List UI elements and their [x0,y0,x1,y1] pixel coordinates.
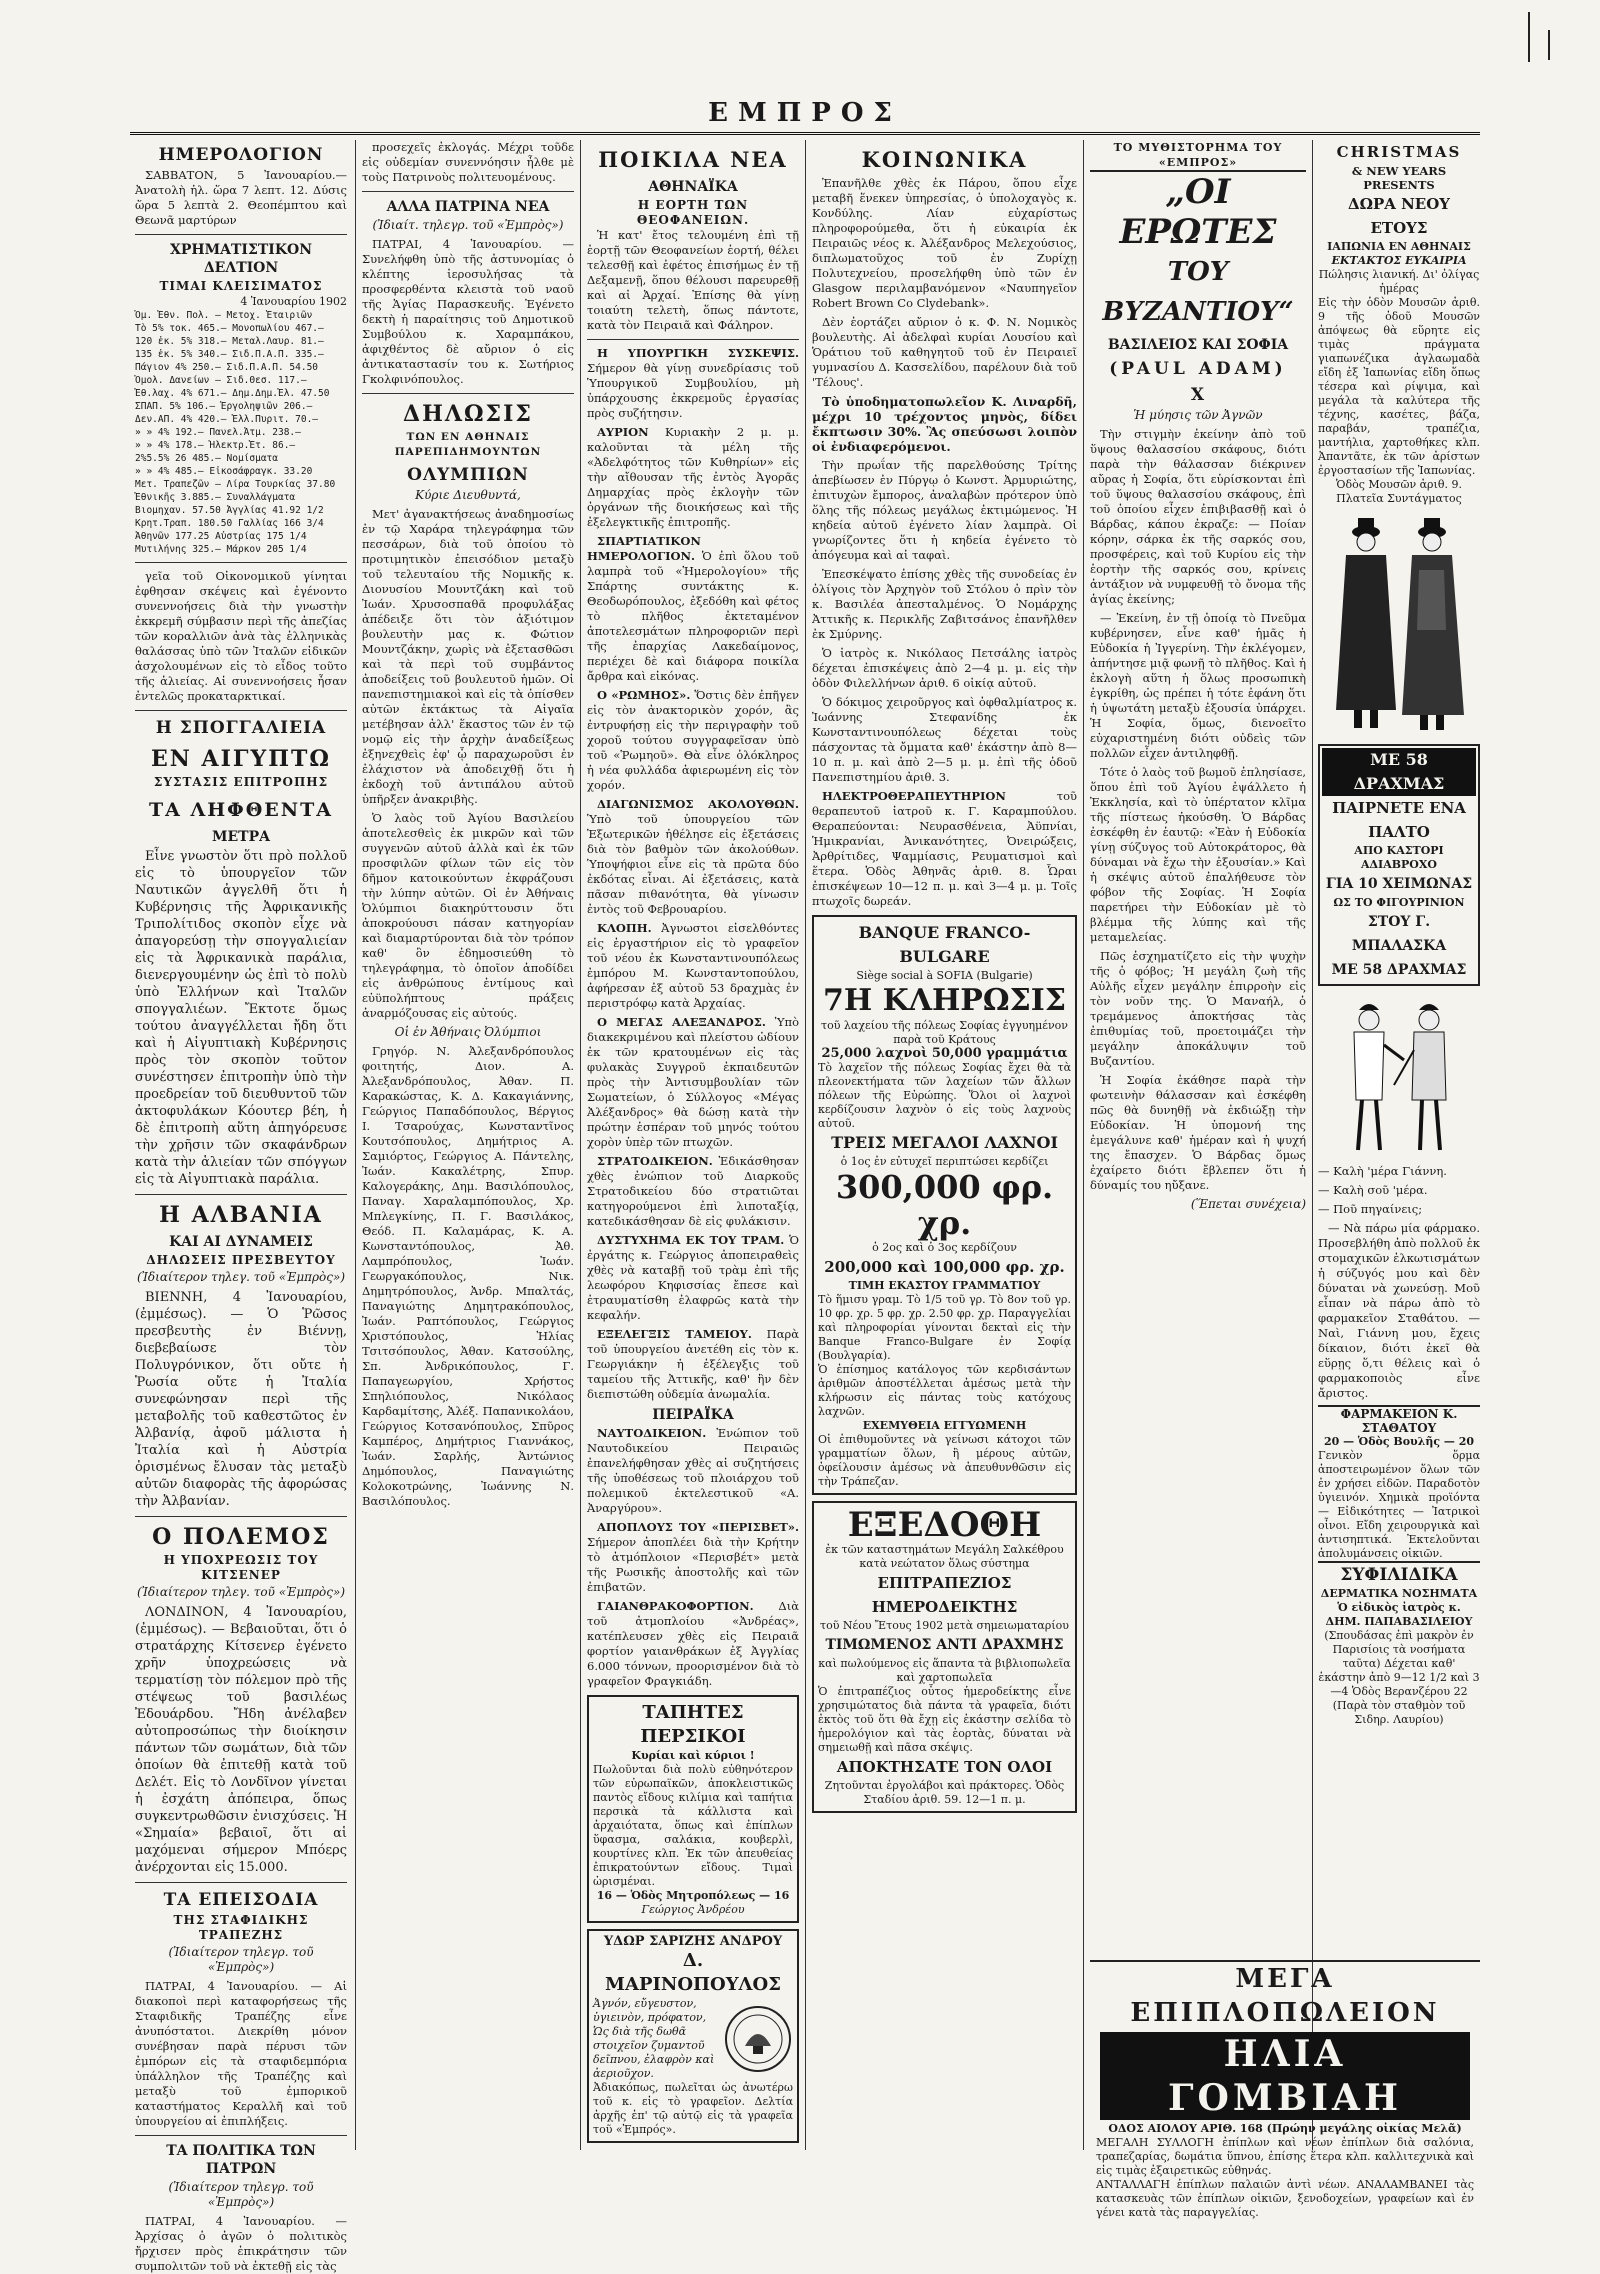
published-footer: Ζητοῦνται ἐργολάβοι καὶ πράκτορες. Ὁδὸς Σταδίου ἀριθ. 59. 12—1 π. μ. [824,1779,1065,1806]
published-subtitle: ἐκ τῶν καταστημάτων Μεγάλη Σαλκέθρου κατὰ νεώτατον ὅλως σύστημα [825,1543,1064,1570]
coat-ad [1318,744,1480,986]
lottery-discretion-heading: ΕΧΕΜΥΘΕΙΑ ΕΓΓΥΩΜΕΝΗ [862,1419,1027,1432]
news-item-head: Η ΥΠΟΥΡΓΙΚΗ ΣΥΣΚΕΨΙΣ. [597,346,799,360]
coat-line-4: ΓΙΑ 10 ΧΕΙΜΩΝΑΣ [1325,876,1473,892]
divider [135,1516,347,1517]
water-ad-owner: Δ. ΜΑΡΙΝΟΠΟΥΛΟΣ [605,1950,781,1995]
carpets-ad-owner: Γεώργιος Ἀνδρέου [641,1903,745,1916]
furniture-ad-address: ΟΔΟΣ ΑΙΟΛΟΥ ΑΡΙΘ. 168 (Πρώην μεγάλης οἰκίας Μελᾶ) [1108,2122,1462,2135]
social-text: Ὁ δόκιμος χειροῦργος καὶ ὀφθαλμίατρος κ. Ἰωάννης Στεφανίδης ἐκ Κωνσταντινουπόλεως δέχεται τοὺς πάσχοντας τὰ ὄμματα καθ' ἑκάστην ἀπὸ 8—10 π. μ. καὶ ἀπὸ 2—5 μ. μ. ἐπὶ τῆς ὁδοῦ Πανεπιστημίου ἀριθ. 3. [812,695,1077,784]
water-ad-note: Ἀδιακόπως, πωλεῖται ὡς ἀνωτέρω τοῦ κ. εἰς τὸ γραφεῖον. Δελτία ἀρχῆς ἐπ' τῷ αὐτῷ εἰς τὰ γραφεῖα τοῦ «Ἐμπρός». [593,2081,793,2136]
declaration-text-1: Μετ' ἀγανακτήσεως ἀναδημοσίως ἐν τῷ Χαράρα τηλεγράφημα τῶν πεσσάρων, διὰ τοῦ ὁποίου τὸ προτιμητικὸν ἐπεισόδιον μεταξὺ τοῦ τελευταίου τῆς Νομικῆς κ. Διονυσίου Μουντζάκη καὶ τοῦ Ἰωάν. Χρυσοσπαθᾶ προφυλάξας ἀπέδειξε ὅτι τὸν ἀξιότιμον βουλευτὴν μας κ. Φώτιον Μουντζάκην, χωρὶς νὰ ἐξετασθῶσι καὶ τὰ περὶ τοῦ συμβάντος ἀποδείξεις τοῦ βουλευτοῦ ἡμῶν. Οἱ πανεπιστημιακοὶ καὶ εἰς τὰ ὀπίσθεν αὐτῶν ἐκτάκτως τὰ Αἰγαῖα μετέβησαν ἀλλ' ἕκαστος τῶν ἐν τῷ νομῷ εἰς τὴν ἀρχὴν ἀναδείξεως ἐξηνεχθεὶς ἐφ' ᾧ παραχωροῦσι ἐν ἐλάχιστον νὰ ἀποδειχθῇ ὅτι ἡ ἐκδοχὴ τοῦ ἀντιπάλου αὐτοῦ ὑπῆρξεν ἀνακριβὴς. [362,507,574,806]
carpets-ad [587,1695,799,1923]
published-hurry: ΑΠΟΚΤΗΣΑΤΕ ΤΟΝ ΟΛΟΙ [836,1758,1053,1776]
divider [135,710,347,711]
news-item-text: Ὅστις δὲν ἐπῆγεν εἰς τὸν ἀνακτορικὸν χορόν, ἂς ἐντρυφήσῃ εἰς τὴν περιγραφὴν τοῦ χοροῦ τούτου συγγραφεῖσαν ὑπὸ τοῦ «Ῥωμηοῦ». Θὰ εἶνε ὁλόκληρος ἡ νέα φυλλάδα ἀφιερωμένη εἰς τὸν χορόν. [587,688,800,792]
news-item [587,1520,799,1595]
dialog-line: — Καλὴ 'μέρα Γιάννη. [1318,1164,1447,1178]
patras-politics-text: ΠΑΤΡΑΙ, 4 Ἰανουαρίου. — Ἀρχίσας ὁ ἀγῶν ὁ πολιτικὸς ἤρχισεν πρὸς ἐπικράτησιν τῶν συμπολιτῶν τοῦ νὰ ἐκτεθῇ εἰς τὰς [135,2214,347,2273]
coat-line-6: ΣΤΟΥ Γ. ΜΠΑΛΑΣΚΑ [1351,914,1447,954]
pharmacy-address: 20 — Ὁδὸς Βουλῆς — 20 [1323,1435,1475,1448]
dialog-line: — Ποῦ πηγαίνεις; [1318,1202,1423,1216]
serial-continued: (Ἕπεται συνέχεια) [1190,1197,1306,1211]
lottery-second-prize-label: ὁ 2ος καὶ ὁ 3ος κερδίζουν [872,1241,1017,1254]
top-rule [130,132,1480,135]
patras-news-heading: ΑΛΛΑ ΠΑΤΡΙΝΑ ΝΕΑ [386,199,550,215]
sponges-subheading: ΣΥΣΤΑΣΙΣ ΕΠΙΤΡΟΠΗΣ [153,775,329,789]
news-item-head: ΚΛΟΠΗ. [597,921,652,935]
margin-mark [1528,12,1530,62]
news-item [587,534,799,684]
water-ad-text: Ἀγνόν, εὔγευστον, ὑγιεινὸν, πρόφατον, Ὡς διὰ τῆς δωθᾶ στοιχεῖον ζυμαντοῦ δεῖπνου, ἐλαφρὸν καὶ ἀεριοῦχον. [593,1997,715,2080]
news-item-text: Ἡ κατ' ἔτος τελουμένη ἐπὶ τῇ ἑορτῇ τῶν Θεοφανείων ἑορτή, θέλει τελεσθῇ καὶ ἐφέτος ἐπισήμως ἐν τῇ Δεξαμενῇ, ὅπου θέλουσι παρευρεθῇ καὶ αἱ Ἀρχαί. Ἐπίσης θὰ γίνῃ τοιαύτη τελετὴ, ὅπως πάντοτε, κατὰ τὸν Πειραιᾶ καὶ Φάληρον. [587,228,799,332]
episodes-text: ΠΑΤΡΑΙ, 4 Ἰανουαρίου. — Αἱ διακοποὶ περὶ καταφορήσεως τῆς Σταφιδικῆς Τραπέζης εἶνε ἀνυπόστατοι. Διεκρίθη μόνον συνέβησαν παρὰ πέρυσι τῶν ἐμπόρων εἰς τὰ σταφιδεμπόρια ὑπάλληλον τῆς Τραπέζης καὶ μεταξὺ τοῦ ἐμπορικοῦ καταστήματος Κεραλλῆ καὶ τοῦ ὑπουργείου αἱ ἐπιπλήξεις. [135,1979,347,2128]
news-item-head: ΓΑΙΑΝΘΡΑΚΟΦΟΡΤΙΟΝ. [597,1599,754,1613]
patras-news-text: ΠΑΤΡΑΙ, 4 Ἰανουαρίου. — Συνελήφθη ὑπὸ τῆς ἀστυνομίας ὁ κλέπτης ἱεροσυλήσας τὰ προσφερθέντα κλειστὰ τοῦ ναοῦ τῆς Ἁγίας Παρασκευῆς. Ἐγένετο δεκτὴ ἡ παραίτησις τοῦ Δημοτικοῦ Συμβούλου κ. Χαραμπάκου, ἀφιχθέντος δὲ αὔριον ὁ εἰς ἀντικαταστασίν του κ. Σωτήριος Γκολφινόπουλος. [362,237,574,386]
christmas-ad [1318,140,1480,506]
stock-row: Ὁμολ. Δανείων — Σιδ.Θεσ. 117.— [135,375,307,386]
divider [135,234,347,235]
misc-news-heading: ΠΟΙΚΙΛΑ ΝΕΑ [598,147,788,172]
stock-row: » » 4% 178.— Ἠλεκτρ.Ἑτ. 86.— [135,440,296,451]
stock-row: Πάγιον 4% 250.— Σιδ.Π.Α.Π. 54.50 [135,362,319,373]
column-2 [362,140,574,2150]
news-item-head: Ο ΜΕΓΑΣ ΑΛΕΞΑΝΔΡΟΣ. [597,1015,766,1029]
electrotherapy-text: τοῦ θεραπευτοῦ ἰατροῦ κ. Γ. Καραμπούλου. Θεραπεύονται: Νευρασθένεια, Ἀϋπνίαι, Ἡμικρανίαι, Ἀνικανότητες, Ὀνειρώξεις, Ἀρθρίτιδες, Ψαμμίασις, Ρευματισμοὶ καὶ ἕτερα. Ὁδὸς Ἀθηνᾶς ἀριθ. 8. Ὧραι ἐπισκέψεων 10—12 π. μ. καὶ 3—4 μ. μ. Τοῖς πτωχοῖς δωρεάν. [812,789,1077,908]
news-item [587,688,799,793]
masthead [130,96,1480,130]
lottery-price-text: Τὸ ἥμισυ γραμ. Τὸ 1/5 τοῦ γρ. Τὸ 8ον τοῦ γρ. 10 φρ. χρ. 5 φρ. χρ. 2.50 φρ. χρ. Παραγγελίαι καὶ πληροφορίαι γίνονται δεκταὶ εἰς τὴν Banque Franco-Bulgare ἐν Σοφίᾳ (Βουλγαρία). [818,1293,1071,1362]
xmas-heading: CHRISTMAS [1336,143,1462,161]
column-4 [812,140,1077,2150]
stock-row: Ἀθηνῶν 177.25 Αὐστρίας 175 1/4 [135,531,307,542]
lottery-price-heading: ΤΙΜΗ ΕΚΑΣΤΟΥ ΓΡΑΜΜΑΤΙΟΥ [848,1279,1041,1292]
war-source: (Ἰδιαίτερον τηλεγ. τοῦ «Ἐμπρὸς») [136,1585,346,1599]
syphilis-heading: ΣΥΦΙΛΙΔΙΚΑ [1340,1565,1458,1585]
lottery-note: Ὁ ἐπίσημος κατάλογος τῶν κερδισάντων ἀριθμῶν ἀποστέλλεται ἀμέσως μετὰ τὴν κλήρωσιν εἰς πάντας τοὺς κατόχους λαχνῶν. [818,1363,1071,1418]
pharmacy-text: Γενικὸν ὅρμα ἀποστειρωμένον ὅλων τῶν ἐν χρήσει εἰδῶν. Παραδοτὸν ὑγιεινόν. Χημικὰ προϊόντα — Εἰδικότητες — Ἰατρικοὶ οἶνοι. Εἴδη χειρουργικὰ καὶ ἀντισηπτικά. Ἐκτελοῦνται ἀπολυμάνσεις οἰκιῶν. [1318,1449,1480,1560]
carpets-ad-text: Πωλοῦνται διὰ πολὺ εὐθηνότερον τῶν εὐρωπαϊκῶν, ἀποκλειστικῶς παντὸς εἴδους κιλίμια καὶ ταπήτια περσικὰ τὰ κάλλιστα καὶ ἀρχαιότατα, ὅπως καὶ ἐπίπλων ὕφασμα, σαλάκια, κουβερλὶ, κουρτίνες κλπ. Ἐκ τῶν ἀπευθείας ἐπικρατούντων εἴδους. Τιμαὶ ὡρισμέναι. [593,1763,793,1888]
news-item-head: ΔΥΣΤΥΧΗΜΑ ΕΚ ΤΟΥ ΤΡΑΜ. [597,1233,785,1247]
social-heading: ΚΟΙΝΩΝΙΚΑ [861,147,1028,172]
coat-line-7: ΜΕ 58 ΔΡΑΧΜΑΣ [1331,962,1467,978]
patras-politics-heading: ΤΑ ΠΟΛΙΤΙΚΑ ΤΩΝ ΠΑΤΡΩΝ [166,2143,316,2177]
patras-news-source: (Ἰδιαίτ. τηλεγρ. τοῦ «Ἐμπρὸς») [372,218,564,232]
declaration-heading: ΔΗΛΩΣΙΣ [403,401,533,427]
column-5 [1090,140,1306,1955]
declaration-subheading-2: ΟΛΥΜΠΙΩΝ [407,465,529,485]
stock-row: Βιομηχαν. 57.50 Ἀγγλίας 41.92 1/2 [135,505,324,516]
column-rule [580,140,581,2150]
news-item [587,1233,799,1323]
serial-text: Τὴν στιγμὴν ἐκείνην ἀπὸ τοῦ ὕψους θαλασσίου σκάφους, διότι παρὰ τὴν θάλασσαν διέκρινεν αὔρας ἡ Σοφία, ὅτι εὑρίσκονται ἐπὶ τοῦ ὕψους θαλασσίου σκάφους, ἐπὶ τοῦ ὁποίου εἶχεν ἐπιβιβασθῇ καὶ ὁ Βάρδας, κάπου ἐκραζε: — Ποίαν κόρην, σάρκα ἐκ τῆς σαρκός σου, προσφέρεις, καὶ τοῦ Κυρίου εἰς τὴν ἑορτὴν τῆς σαρκός σου, κρίνεις ἀντάξιον νὰ νυμφευθῇ τὸ ὄνομα τῆς ἁγίας ἐκείνης; [1090,427,1306,606]
news-item [587,1426,799,1516]
sponges-text: Εἶνε γνωστὸν ὅτι πρὸ πολλοῦ εἰς τὸ ὑπουργεῖον τῶν Ναυτικῶν ἀγγελθῆ ὅτι ἡ Κυβέρνησις τῆς Ἀφρικανικῆς Τριπολίτιδος σκοπὸν εἶχε νὰ ἀπαγορεύσῃ τὴν σπογγαλιείαν εἰς τὰ Ἀφρικανικὰ παράλια, διενεργουμένην ὡς ἐπὶ τὸ πολὺ ὑπὸ Ἑλλήνων καὶ Ἰταλῶν σπογγαλιέων. Ἔκτοτε ὅμως τούτου ἀναγγέλλεται ἤδη ὅτι καὶ ἡ Αἰγυπτιακὴ Κυβέρνησις πρὸς τὸν σκοπὸν τοῦτον συνέστησεν ἐπιτροπὴν ὑπὸ τὴν προεδρείαν τοῦ διευθυντοῦ τῶν ἀκτοφυλάκων Κόουτερ βέη, ἡ δὲ ἐπιτροπὴ αὕτη ἀπηγόρευσε τὴν χρῆσιν τῶν σκαφάνδρων κατὰ τὴν ἁλιείαν τῶν σπόγγων εἰς τὰ Αἰγυπτιακὰ παράλια. [135,849,347,1187]
stock-table [135,309,347,556]
dialog-text: — Νὰ πάρω μία φάρμακο. Προσεβλήθη ἀπὸ πολλοῦ ἐκ στομαχικῶν ἐλκωτισμάτων ἡ σύζυγός μου καὶ δὲν δύναται νὰ χωνεύσῃ. Μοῦ εἶπαν νὰ πάρω ἀπὸ τὸ φαρμακεῖον Σταθάτου. — Ναὶ, Γιάννη μου, ἔχεις δίκαιον, διότι ἐκεῖ θὰ εὕρῃς ὅ,τι θέλεις καὶ ὁ φαρμακοποιὸς εἶνε ἄριστος. [1318,1221,1480,1400]
xmas-opportunity: ΕΚΤΑΚΤΟΣ ΕΥΚΑΙΡΙΑ [1331,254,1467,267]
published-year: τοῦ Νέου Ἔτους 1902 μετὰ σημειωματαρίου [820,1619,1069,1632]
albania-subheading: ΔΗΛΩΣΕΙΣ ΠΡΕΣΒΕΥΤΟΥ [146,1253,336,1267]
divider [135,1194,347,1195]
serial-text: Ἡ Σοφία ἐκάθησε παρὰ τὴν φωτεινὴν θάλασσαν καὶ ἐσκέφθη πῶς θὰ δυνηθῇ νὰ ἐκδιώξῃ τὴν Εὐδοκίαν. Ἡ ὑπομονή της ἐμεγάλυνε καθ' ἡμέραν καὶ ἡ ψυχή της ἔπασχεν. Ὁ Βάρδας ὅμως ἐχαίρετο διότι ἔβλεπεν ὅτι ἡ δύναμίς του ηὔξανε. [1090,1073,1306,1192]
piraeus-heading: ΠΕΙΡΑΪΚΑ [652,1407,734,1423]
divider [135,2135,347,2136]
stock-row: Ἐθνικῆς 3.885.— Συναλλάγματα [135,492,296,503]
calendar-heading: ΗΜΕΡΟΛΟΓΙΟΝ [158,145,324,165]
albania-heading-2: ΚΑΙ ΑΙ ΔΥΝΑΜΕΙΣ [169,1234,313,1250]
patras-politics-source: (Ἰδιαίτερον τηλεγρ. τοῦ «Ἐμπρὸς») [168,2180,314,2209]
water-ad-body [593,1997,793,2081]
xmas-address: Ὁδὸς Μουσῶν ἀριθ. 9. Πλατεῖα Συντάγματος [1336,478,1462,505]
news-item [587,1327,799,1402]
xmas-text: Εἰς τὴν ὁδὸν Μουσῶν ἀριθ. 9 τῆς ὁδοῦ Μουσῶν ἀπόψεως θὰ εὕρητε εἰς τιμὰς πράγματα γιαπωνέζικα ἀγλαωμαδὰ εἴδη ἐξ Ἰαπωνίας εἴδη ὅπως τέσερα καὶ ρίψιμα, καὶ μεγάλα τὰ καλύτερα τῆς τέχνης, κασέτες, βάζα, παραβάν, τραπέζια, μαντήλια, χαρτοθήκες κλπ. Ἀπαντᾶτε, ἐκ τῶν ἀρίστων ἐργοστασίων τῆς Ἰαπωνίας. [1318,296,1480,477]
lottery-ad [812,915,1077,1495]
carpets-ad-subtitle: Κυρίαι καὶ κύριοι ! [631,1749,755,1762]
declaration-address: Κύριε Διευθυντά, [415,488,521,502]
news-item-head: ΣΠΑΡΤΙΑΤΙΚΟΝ ΗΜΕΡΟΛΟΓΙΟΝ. [587,534,701,563]
news-item [587,1154,799,1229]
published-text: Ὁ ἐπιτραπέζιος οὗτος ἡμεροδείκτης εἶνε χρησιμώτατος διὰ πάντα τὰ γραφεῖα, διότι ἐκτὸς τοῦ ὅτι θὰ ἔχῃ εἰς ἑκάστην σελίδα τὸ ἡμερολόγιον καὶ τὰς ἑορτὰς, δύναται νὰ σημειωθῇ καὶ πᾶσα σκέψις. [818,1685,1071,1754]
news-item-head: ΔΙΑΓΩΝΙΣΜΟΣ ΑΚΟΛΟΥΘΩΝ. [597,797,799,811]
sponges-heading: Η ΣΠΟΓΓΑΛΙΕΙΑ [155,718,327,738]
dialog-line: — Καλὴ σοῦ 'μέρα. [1318,1183,1428,1197]
news-item-head: ΕΞΕΛΕΓΞΙΣ ΤΑΜΕΙΟΥ. [597,1327,752,1341]
serial-chapter: X [1190,385,1206,405]
news-item [587,797,799,917]
coat-line-3: ΑΠΟ ΚΑΣΤΟΡΙ ΑΔΙΑΒΡΟΧΟ [1354,844,1444,871]
stock-row: 2%5.5% 26 485.— Νομίσματα [135,453,278,464]
divider [135,1882,347,1883]
furniture-ad-text-2: ΑΝΤΑΛΛΑΓΗ ἐπίπλων παλαιῶν ἀντὶ νέων. ΑΝΑΛΑΜΒΑΝΕΙ τὰς κατασκευὰς τῶν ἐπίπλων οἰκιῶν, ξενοδοχείων, γραφείων καὶ ἐν γένει κατὰ τὰς παραγγελίας. [1096,2178,1474,2219]
serial-title-2: ΤΟΥ ΒΥΖΑΝΤΙΟΥ“ [1102,257,1294,327]
serial-text: Πῶς ἐσχηματίζετο εἰς τὴν ψυχὴν τῆς ὁ φόβος; Ἡ μεγάλη ζωὴ τῆς Αὐλῆς εἶχεν μεγάλην ἐπιρροὴν εἰς τὸν νοῦν της. Ὁ Μαναήλ, ὁ τρεμάμενος ἀποκτήσας τὰς ἐπιθυμίας τοῦ, προετοιμάζει τὴν μεγάλην ἀποκάλυψιν τοῦ Βυζαντίου. [1090,949,1306,1068]
masthead-title: ΕΜΠΡΟΣ [708,98,902,128]
serial-subhead: Ἡ μύησις τῶν Ἀγνῶν [1133,408,1263,422]
episodes-heading: ΤΑ ΕΠΕΙΣΟΔΙΑ [163,1890,319,1910]
calendar-text: ΣΑΒΒΑΤΟΝ, 5 Ἰανουαρίου.— Ἀνατολὴ ἡλ. ὥρα 7 λεπτ. 12. Δύσις ὥρα 5 λεπτὰ 2. Θεοπέμπτου καὶ Θεωνᾶ μαρτύρων [135,168,347,227]
xmas-japan: ΙΑΠΩΝΙΑ ΕΝ ΑΘΗΝΑΙΣ [1327,240,1471,253]
coat-line-5: ΩΣ ΤΟ ΦΙΓΟΥΡΙΝΙΟΝ [1333,896,1465,909]
stock-row: » » 4% 485.— Εἰκοσάφραγκ. 33.20 [135,466,313,477]
column-1 [135,140,347,2273]
stock-row: Μετ. Τραπεζῶν — Λίρα Τουρκίας 37.80 [135,479,336,490]
lottery-second-prize: 200,000 καὶ 100,000 φρ. χρ. [824,1258,1065,1276]
news-item-text: Διὰ τοῦ ἀτμοπλοίου «Ἀνδρέας», κατέπλευσεν χθὲς εἰς Πειραιᾶ φορτίον γαιανθράκων ἐξ Ἀγγλίας 6.000 τόννων, προορισμένον διὰ τὸ γραφεῖον Φραγκιάδη. [587,1599,799,1688]
syphilis-ad [1318,1563,1480,1727]
news-item [587,1015,799,1150]
sponges-heading-2: ΕΝ ΑΙΓΥΠΤΩ [151,746,331,772]
news-item-head: ΑΠΟΠΛΟΥΣ ΤΟΥ «ΠΕΡΙΣΒΕΤ». [597,1520,799,1534]
news-item [587,346,799,421]
news-item-text: Ὑπὸ τοῦ ὑπουργείου τῶν Ἐξωτερικῶν ἠθέλησε εἰς ἐξετάσεις διὰ τὸν βαθμὸν τῶν ἀκολούθων. Ὑποψήφιοι εἶνε εἰς τὰ πρῶτα δύο ἐκδότας εἶναι. Αἱ ἐξετάσεις, κατὰ πᾶσαν πιθανότητα, θὰ γίνωσιν ἐντὸς τοῦ Φεβρουαρίου. [587,812,799,916]
stock-note: γεῖα τοῦ Οἰκονομικοῦ γίνηται ἐφθησαν σκέψεις καὶ ἐγένοντο συνεννοήσεις διὰ τὴν γνωστὴν ἐκκρεμῆ σύμβασιν περὶ τῆς ἀπεζίας τῶν κοραλλιῶν ἀνὰ τὰς ἑλληνικὰς θαλάσσας ὑπὸ τῶν Ἰταλῶν εἰδικῶν ἀσχολουμένων εἰς τὸ εἶδος τοῦτο τῆς ἁλιείας. Αἱ συνεννοήσεις ἦσαν ἐντελῶς προκαταρκτικαί. [135,569,347,703]
stock-heading: ΧΡΗΜΑΤΙΣΤΙΚΟΝ ΔΕΛΤΙΟΝ [170,242,312,276]
news-item-text: Παρὰ τοῦ ὑπουργείου ἀνετέθη εἰς τὸν κ. Γεωργιάκην ἡ ἐξέλεγξις τοῦ ταμείου τῆς Ἀττικῆς, καθ' ἣν δὲν διεπιστώθη οὐδεμία ἀνωμαλία. [587,1327,799,1401]
stock-subheading: ΤΙΜΑΙ ΚΛΕΙΣΙΜΑΤΟΣ [159,279,323,293]
episodes-source: (Ἰδιαίτερον τηλεγρ. τοῦ «Ἐμπρὸς») [168,1945,314,1974]
xmas-retail: Πώλησις λιανική. Δι' ὀλίγας ἡμέρας [1318,268,1480,295]
published-title: ΕΠΙΤΡΑΠΕΖΙΟΣ ΗΜΕΡΟΔΕΙΚΤΗΣ [871,1574,1018,1616]
stock-row: Μυτιλήνης 325.— Μάρκον 205 1/4 [135,544,307,555]
news-item-text: Κυριακὴν 2 μ. μ. καλοῦνται τὰ μέλη τῆς «Ἀδελφότητος τῶν Κυθηρίων» εἰς τὴν αἴθουσαν τῆς ἐντὸς Ἀγορᾶς Δημαρχίας πρὸς ἐκλογὴν τῶν ὀργάνων τῆς διοικήσεως καὶ τῆς ἐξελεγκτικῆς ἐπιτροπῆς. [587,425,800,529]
bank-name: BANQUE FRANCO-BULGARE [858,923,1031,966]
divider [587,339,799,340]
news-item-head: Ο «ΡΩΜΗΟΣ». [597,688,691,702]
shoe-store-notice: Τὸ ὑποδηματοπωλεῖον Κ. Λιναρδῆ, μέχρι 10 τρέχοντος μηνὸς, δίδει ἔκπτωσιν 30%. Ἂς σπεύσωσι λοιπὸν οἱ ἐνδιαφερόμενοι. [812,394,1077,454]
furniture-ad [1090,1960,1480,2219]
stock-row: Τὸ 5% τοκ. 465.— Μονοπωλίου 467.— [135,323,324,334]
social-text: Ἐπεσκέψατο ἐπίσης χθὲς τῆς συνοδείας ἐν ὀλίγοις τὸν Ἀρχηγὸν τοῦ Στόλου ὁ πρὶν τὸν κ. Βασιλέα ἀπεσταλμένος. Ὁ Νομάρχης Ἀττικῆς κ. Περικλῆς Ζαβιτσάνος ἐπανῆλθεν ἐκ Σμύρνης. [812,567,1077,641]
column-rule [355,140,356,2150]
serial-title-1: „ΟΙ ΕΡΩΤΕΣ [1119,172,1277,252]
stock-row: ΣΠΑΠ. 5% 106.— Ἐργοληψιῶν 206.— [135,401,313,412]
albania-heading: Η ΑΛΒΑΝΙΑ [159,1202,323,1228]
column-3 [587,140,799,2150]
pharmacy-ad [1318,1405,1480,1563]
column-rule [1312,140,1313,2150]
lottery-subtitle: τοῦ λαχείου τῆς πόλεως Σοφίας ἐγγυημένον παρὰ τοῦ Κράτους [821,1019,1068,1046]
stock-date: 4 Ἰανουαρίου 1902 [240,295,347,308]
news-item [587,1599,799,1689]
stock-row: 120 ἐκ. 5% 318.— Μεταλ.Λαυρ. 81.— [135,336,324,347]
war-text: ΛΟΝΔΙΝΟΝ, 4 Ἰανουαρίου, (ἐμμέσως). — Βεβαιοῦται, ὅτι ὁ στρατάρχης Κίτσενερ ἐγένετο χρῆν ὑποχρεώσεις νὰ τερματίσῃ τὸν πόλεμον πρὸ τῆς στέψεως τοῦ βασιλέως Ἐδουάρδου. Ἤδη ἀνέλαβεν αὐτοπροσώπως τὴν διοίκησιν πάντων τῶν σωμάτων, διὰ τῶν ὁποίων θὰ ἐπιτεθῇ κατὰ τοῦ Δελέτ. Εἰς τὸ Λονδῖνον γίνεται ἡ ἐσχάτη ἀπόπειρα, ὅπως συγκεντρωθῶσιν ἐνισχύσεις. Ἡ «Σημαία» βεβαιοῖ, ὅτι αἱ μαχόμεναι σήμερον Μπόερς ἀνέρχονται εἰς 15.000. [135,1605,347,1875]
news-item-text: Ὁ ἐπὶ ὅλου τοῦ λαμπρὰ τοῦ «Ἡμερολογίου» τῆς Σπάρτης συντάκτης κ. Θεοδωρόπουλος, ἐξεδόθη καὶ φέτος τὸ πλῆθος ἐκτεταμένον ἀποτελεσμάτων πληροφοριῶν περὶ τῆς ἐπαρχίας Λακεδαίμονος, περιέχει δὲ καὶ διάφορα ποικίλα ἄρθρα καὶ εἰκόνας. [587,549,799,683]
lottery-discretion-text: Οἱ ἐπιθυμοῦντες νὰ γείνωσι κάτοχοι τῶν γραμματίων ὅλων, ἢ μέρους αὐτῶν, ὀφείλουσιν ἀμέσως νὰ ἀπευθυνθῶσιν εἰς τὴν Τράπεζαν. [818,1433,1071,1488]
stock-row: Δεν.ΑΠ. 4% 420.— Ἑλλ.Πυριτ. 70.— [135,414,319,425]
stock-row: Ἐθ.λαχ. 4% 671.— Δημ.Δημ.Ἐλ. 47.50 [135,388,330,399]
lottery-title: 7Η ΚΛΗΡΩΣΙΣ [822,983,1067,1018]
news-item-text: Ὁ ἐργάτης κ. Γεώργιος ἀποπειραθεὶς χθὲς νὰ καταβῇ τοῦ τρὰμ ἐπὶ τῆς λεωφόρου Κηφισσίας ἔπεσε καὶ ἐτραυματίσθη ἐλαφρῶς κατὰ τὴν κεφαλήν. [587,1233,799,1322]
divider [135,562,347,563]
social-text: Δὲν ἐορτάζει αὔριον ὁ κ. Φ. Ν. Νομικὸς βουλευτὴς. Αἱ ἀδελφαὶ κυρίαι Λουσίου καὶ Ὁράτιου τοῦ καθηγητοῦ τοῦ ἐν Πειραιεῖ γυμνασίου Δ. Κασσελίδου, παρέλουν διὰ τοῦ 'Τέλους'. [812,315,1077,389]
lottery-first-prize: 300,000 φρ. χρ. [835,1168,1054,1242]
news-item-text: Ἀγνωστοι εἰσελθόντες εἰς ἐργαστήριον εἰς τὸ γραφεῖον τοῦ νέου ἐκ Κωνσταντινουπόλεως ἐμπόρου Μ. Κωνσταντοπούλου, ἀφήρεσαν ἐξ αὐτοῦ 53 δραχμὰς ἐν περιστρόφῳ κατὰ Ἀρχαίας. [587,921,799,1010]
column-rule [805,140,806,2150]
measures-heading-2: ΜΕΤΡΑ [212,829,270,845]
syphilis-text: (Σπουδάσας ἐπὶ μακρὸν ἐν Παρισίοις τὰ νοσήματα ταῦτα) Δέχεται καθ' ἑκάστην ἀπὸ 9—12 1/2 καὶ 3—4 Ὁδὸς Βερανζέρου 22 (Παρὰ τὸν σταθμὸν τοῦ Σιδηρ. Λαυρίου) [1318,1629,1480,1726]
electrotherapy-notice [812,789,1077,909]
stock-row: 135 ἐκ. 5% 340.— Σιδ.Π.Α.Π. 335.— [135,349,324,360]
news-item-head: ΑΥΡΙΟΝ [597,425,649,439]
published-where: καὶ πωλούμενος εἰς ἅπαντα τὰ βιβλιοπωλεῖα καὶ χαρτοπωλεῖα [818,1657,1071,1684]
calendar-publication-ad [812,1501,1077,1813]
margin-mark [1548,30,1550,60]
declaration-subheading: ΤΩΝ ΕΝ ΑΘΗΝΑΙΣ ΠΑΡΕΠΙΔΗΜΟΥΝΤΩΝ [394,431,542,458]
serial-text: Τότε ὁ λαὸς τοῦ βωμοῦ ἐπλησίασε, ὅπου ἐπὶ τοῦ Ἁγίου ἐψάλλετο ἡ Ἐκκλησία, καὶ τὸ ὑπέρτατον κλῖμα τῆς πίστεως ἠκούσθη. Ὁ Βάρδας ἐσκέφθη ἐν ἑαυτῷ: «Ἐὰν ἡ Εὐδοκία γίνῃ σύζυγος τοῦ Αὐτοκράτορος, θὰ δύναμαι νὰ ἔχω τὴν ἐξουσίαν.» Καὶ ἡ σκέψις αὐτοῦ ἐπαλήθευσε τὸν φόβον τῆς Σοφίας. Ἡ Σοφία παρετήρει τὴν Εὐδοκίαν μὲ τὸ βλέμμα τῆς λύπης καὶ τῆς μεταμελείας. [1090,765,1306,944]
war-heading: Ο ΠΟΛΕΜΟΣ [152,1524,330,1550]
coat-figures-illustration [1324,510,1474,740]
news-item [587,921,799,1011]
divider [362,191,574,192]
two-men-illustration [1324,990,1474,1160]
water-ad [587,1929,799,2143]
electrotherapy-heading: ΗΛΕΚΤΡΟΘΕΡΑΠΕΥΤΗΡΙΟΝ [822,789,1006,803]
lottery-first-prize-label: ὁ 1ος ἐν εὐτυχεῖ περιπτώσει κερδίζει [840,1155,1049,1168]
furniture-ad-text: ΜΕΓΑΛΗ ΣΥΛΛΟΓΗ ἐπίπλων καὶ νέων ἐπίπλων διὰ σαλόνια, τραπεζαρίας, δωμάτια ὕπνου, ἐπίσης ἕτερα κλπ. καλλιτεχνικὰ καὶ εἰς τιμὰς ἐξαιρετικῶς εὐθηνάς. [1096,2136,1474,2177]
divider [362,393,574,394]
news-item-text: Ἐδικάσθησαν χθὲς ἐνώπιον τοῦ Διαρκοῦς Στρατοδικείου δύο στρατιῶται κατηγορούμενοι ἐπὶ λιποταξίᾳ, κατεδικάσθησαν δὲ εἰς φυλάκισιν. [587,1154,799,1228]
published-price: ΤΙΜΩΜΕΝΟΣ ΑΝΤΙ ΔΡΑΧΜΗΣ [825,1637,1064,1653]
news-item-text: Ὑπὸ διακεκριμένου καὶ πλείστου ὠδίουν ἐκ τῶν κρατουμένων εἰς τὰς φυλακὰς Συγγροῦ ἐκπαιδευτῶν πρὸς τὴν Ἀντισυμβουλίαν τῶν Σωματείων, ὁ Σύλλογος «Μέγας Ἀλέξανδρος» θὰ δώσῃ κατὰ τὴν πρώτην ἑσπέραν τοῦ μηνός τούτου χορὸν ὑπὲρ τῶν πτωχῶν. [587,1015,799,1149]
declaration-signatures: Γρηγόρ. Ν. Ἀλεξανδρόπουλος φοιτητής, Διον. Α. Ἀλεξανδρόπουλος, Ἀθαν. Π. Καρακώστας, Κ. Δ. Κακαγιάννης, Γεώργιος Παπαδόπουλος, Βέργιος Ι. Τσαρούχας, Κωνσταντῖνος Κουτσόπουλος, Δημήτριος Α. Σαμιόρτος, Γεώργιος Α. Πάντελης, Ἰωάν. Κακαλέτρης, Σπυρ. Καλογεράκης, Δημ. Βασιλόπουλος, Παναγ. Χαραλαμπόπουλος, Χρ. Μπλεγκίνης, Π. Γ. Βασιλάκος, Θεόδ. Π. Καλαμάρας, Κ. Α. Κωνσταντόπουλος, Ἀθ. Λαμπρόπουλος, Ἰωάν. Γεωργακόπουλος, Νικ. Δημητρόπουλος, Ἀνδρ. Μπαλτάς, Παναγιώτης Δημητρακόπουλος, Ἰωάν. Ραπτόπουλος, Γεώργιος Χριστόπουλος, Ἠλίας Τσιτσόπουλος, Ἀθαν. Κατσούλης, Σπ. Ἀνδρικόπουλος, Γ. Παπαγεωργίου, Χρήστος Σπηλιόπουλος, Νικόλαος Καρδαμίτσης, Ἀλέξ. Παπανικολάου, Γεώργιος Κοτσανόπουλος, Σπῦρος Καμπέρος, Δημήτριος Γιαννάκος, Ἰωάν. Σαρλής, Ἀντώνιος Δημόπουλος, Παναγιώτης Κολοκοτρώνης, Ἰωάννης Ν. Βασιλόπουλος. [362,1044,574,1508]
news-item-head: ΝΑΥΤΟΔΙΚΕΙΟΝ. [597,1426,707,1440]
war-subheading: Η ΥΠΟΧΡΕΩΣΙΣ ΤΟΥ ΚΙΤΣΕΝΕΡ [163,1553,319,1582]
carpets-ad-title: ΤΑΠΗΤΕΣ ΠΕΡΣΙΚΟΙ [640,1702,746,1747]
lottery-text: Τὸ λαχεῖον τῆς πόλεως Σοφίας ἔχει θὰ τὰ πλεονεκτήματα τῶν λαχείων τῶν ἄλλων πόλεων τῆς Εὐρώπης. Ὅλοι οἱ λαχνοὶ κερδίζουσιν λαχνὸν ὁ εἰς τοὺς λαχνοὺς αὐτοῦ. [818,1061,1071,1130]
serial-text: — Ἐκείνη, ἐν τῇ ὁποίᾳ τὸ Πνεῦμα κυβέρνησεν, εἶνε καθ' ἡμᾶς ἡ Εὐδοκία ἡ Ἰγγερίνη. Τὴν ἐκλέγομεν, ἀπήντησε μιᾷ φωνῇ τὸ πλῆθος. Καὶ ἡ ἐκλογὴ αὕτη ἡ ὅλως προσωπικὴ ἐγκρίθη, ὡς πρέπει ἡ τότε ἐφάνη ὅτι ἡ ὑψωτάτη μεταξὺ ἐξουσία ὑπάρχει. Ἡ Σοφία, ὅμως, διενοεῖτο εὐχαριστημένη διότι οὐδεὶς τῶν πολλῶν εἶχεν ἀντιληφθῇ. [1090,611,1306,760]
social-text: Τὴν πρωΐαν τῆς παρελθούσης Τρίτης ἀπεβίωσεν ἐν Πύργῳ ὁ Κωνστ. Ἀρμυριώτης, ἐπιτυχὼν ἔμπορος, ἀναλαβὼν πρότερον ὑπὸ ὅλης τῆς πόλεως μεγάλως ἐκτιμώμενος. Ἡ κηδεία αὐτοῦ ἐγένετο λίαν λαμπρὰ. Οἱ γνωρίζοντες ὅτι ἡ κηδεία ἐγένετο τὸ ἀπόγευμα καὶ αἱ ταφαὶ. [812,458,1077,562]
seal-icon [723,2004,793,2074]
pharmacy-heading: ΦΑΡΜΑΚΕΙΟΝ Κ. ΣΤΑΘΑΤΟΥ [1340,1407,1458,1435]
syphilis-doctor: Ὁ εἰδικὸς ἰατρὸς κ. ΔΗΜ. ΠΑΠΑΒΑΣΙΛΕΙΟΥ [1325,1601,1473,1628]
syphilis-heading-2: ΔΕΡΜΑΤΙΚΑ ΝΟΣΗΜΑΤΑ [1320,1587,1478,1600]
athens-heading: ΑΘΗΝΑΪΚΑ [648,179,738,195]
serial-author: (PAUL ADAM) [1109,359,1287,379]
bank-seat: Siège social à SOFIA (Bulgarie) [856,969,1033,982]
episodes-subheading: ΤΗΣ ΣΤΑΦΙΔΙΚΗΣ ΤΡΑΠΕΖΗΣ [173,1913,309,1942]
stock-row: Ὁμ. Ἐθν. Πολ. — Μετοχ. Ἑταιριῶν [135,310,313,321]
furniture-ad-heading: ΜΕΓΑ ΕΠΙΠΛΟΠΩΛΕΙΟΝ [1130,1964,1440,2028]
column-6 [1318,140,1480,1955]
xmas-heading-2: & NEW YEARS PRESENTS [1351,164,1447,192]
xmas-gifts: ΔΩΡΑ ΝΕΟΥ ΕΤΟΥΣ [1347,195,1451,237]
furniture-ad-name: ΗΛΙΑ ΓΟΜΒΙΑΗ [1100,2032,1470,2120]
measures-heading: ΤΑ ΛΗΦΘΕΝΤΑ [148,799,334,821]
news-item [587,425,799,530]
declaration-signature-head: Οἱ ἐν Ἀθήναις Ὀλύμπιοι [394,1025,542,1039]
news-item-head: Η ΕΟΡΤΗ ΤΩΝ ΘΕΟΦΑΝΕΙΩΝ. [636,198,750,227]
lottery-tickets: 25,000 λαχνοὶ 50,000 γραμμάτια [821,1046,1068,1061]
coat-line-2: ΠΑΙΡΝΕΤΕ ΕΝΑ ΠΑΛΤΟ [1332,799,1466,841]
serial-title-3: ΒΑΣΙΛΕΙΟΣ ΚΑΙ ΣΟΦΙΑ [1107,337,1289,353]
news-item-text: Σήμερον ἀποπλέει διὰ τὴν Κρήτην τὸ ἀτμόπλοιον «Περισβέτ» μετὰ τῆς Ρωσικῆς ἀποστολῆς καὶ τῶν ἐπιβατῶν. [587,1535,799,1594]
albania-source: (Ἰδιαίτερον τηλεγ. τοῦ «Ἐμπρὸς») [136,1270,346,1284]
social-text: Ἐπανῆλθε χθὲς ἐκ Πάρου, ὅπου εἶχε μεταβῆ ἕνεκεν ὑπηρεσίας, ὁ ὑπολοχαγὸς κ. Κονδύλης. Λίαν εὐχαρίστως πληροφορούμεθα, ὅτι ἡ εὐκαιρία ἐκ Πειραιῶς νέος κ. Ἀλέξανδρος Μελεχούσιος, διπλωματοῦχος τοῦ ἐν Ζυρίχῃ Πολυτεχνείου, προσελήφθη ὑπὸ τῶν ἐν Glasgow περιλαμβανόμενον «Ναυπηγεῖον Robert Brown Co Clydebank». [812,176,1077,310]
lottery-big-prizes: ΤΡΕΙΣ ΜΕΓΑΛΟΙ ΛΑΧΝΟΙ [831,1133,1058,1152]
news-item-text: Σήμερον θὰ γίνῃ συνεδρίασις τοῦ Ὑπουργικοῦ Συμβουλίου, μὴ ὑπάρχουσης ἐκκρεμοῦς ἐργασίας πρὸς συζήτησιν. [587,361,799,420]
social-text: Ὁ ἰατρὸς κ. Νικόλαος Πετσάλης ἰατρὸς δέχεται ἐπισκέψεις ἀπὸ 2—4 μ. μ. εἰς τὴν ὁδὸν Φιλελλήνων ἀριθ. 6 οἰκίᾳ αὐτοῦ. [812,646,1077,690]
column-rule [1083,140,1084,2150]
serial-banner: ΤΟ ΜΥΘΙΣΤΟΡΗΜΑ ΤΟΥ «ΕΜΠΡΟΣ» [1090,140,1306,172]
albania-text: ΒΙΕΝΝΗ, 4 Ἰανουαρίου, (ἐμμέσως). — Ὁ Ῥῶσος πρεσβευτὴς ἐν Βιέννῃ, διεβεβαίωσε τὸν Πολυγρόνικον, ὅτι οὔτε ἡ Ῥωσία οὔτε ἡ Ἰταλία συνεφώνησαν περὶ τῆς μεταβολῆς τοῦ καθεστῶτος ἐν Ἀλβανίᾳ, ἀφοῦ μάλιστα ἡ Ἰταλία καὶ ἡ Αὐστρία ὁρισμένως ἔλυσαν τὰς μεταξὺ αὐτῶν διαφορὰς τῆς ἀφορώσας τὴν Ἀλβανίαν. [135,1290,347,1509]
published-heading: ΕΞΕΔΟΘΗ [847,1505,1042,1545]
declaration-text-2: Ὁ λαὸς τοῦ Ἀγίου Βασιλείου ἀποτελεσθεὶς ἐκ μικρῶν καὶ τῶν συγγενῶν αὐτοῦ ἀλλὰ καὶ ἐκ τῶν προσφιλῶν φίλων τῶν εἰς τὸν δῆμον κατοικούντων ἐκφράζουσι τὴν λύπην αὐτῶν. Οἱ ἐν Ἀθήναις Ὀλύμπιοι διακηρύττουσιν ὅτι ἀποκρούουσι πάσαν κατηγορίαν καὶ διαμαρτύρονται διὰ τὸν τρόπον καθ' ὃν ἐδημοσιεύθη τὸ τηλεγράφημα, τὸ ὁποῖον ἀποδίδει εἰς ἀνθρώπους ἐντίμους καὶ εὐϋπολήπτους πράξεις ἀναρμόζουσας εἰς αὐτούς. [362,811,574,1020]
patras-lead-text: προσεχεῖς ἐκλογάς. Μέχρι τοῦδε εἰς οὐδεμίαν συνεννόησιν ἦλθε μὲ τοὺς Πατρινοὺς πολιτευομένους. [362,140,574,184]
news-item-head: ΣΤΡΑΤΟΔΙΚΕΙΟΝ. [597,1154,713,1168]
news-item-text: Ἐνώπιον τοῦ Ναυτοδικείου Πειραιῶς ἐπανελήφθησαν χθὲς αἱ συζητήσεις τῆς ὑποθέσεως τοῦ πλοιάρχου τοῦ πολεμικοῦ ἐκτελεστικοῦ «Α. Ἀναργύρου». [587,1426,800,1515]
water-ad-title: ΥΔΩΡ ΣΑΡΙΖΗΣ ΑΝΔΡΟΥ [603,1934,783,1949]
stock-row: » » 4% 192.— Πανελ.Ἀτμ. 238.— [135,427,301,438]
coat-price: ΜΕ 58 ΔΡΑΧΜΑΣ [1322,748,1476,796]
carpets-ad-address: 16 — Ὁδὸς Μητροπόλεως — 16 [596,1889,790,1902]
stock-row: Κρητ.Τραπ. 180.50 Γαλλίας 166 3/4 [135,518,324,529]
